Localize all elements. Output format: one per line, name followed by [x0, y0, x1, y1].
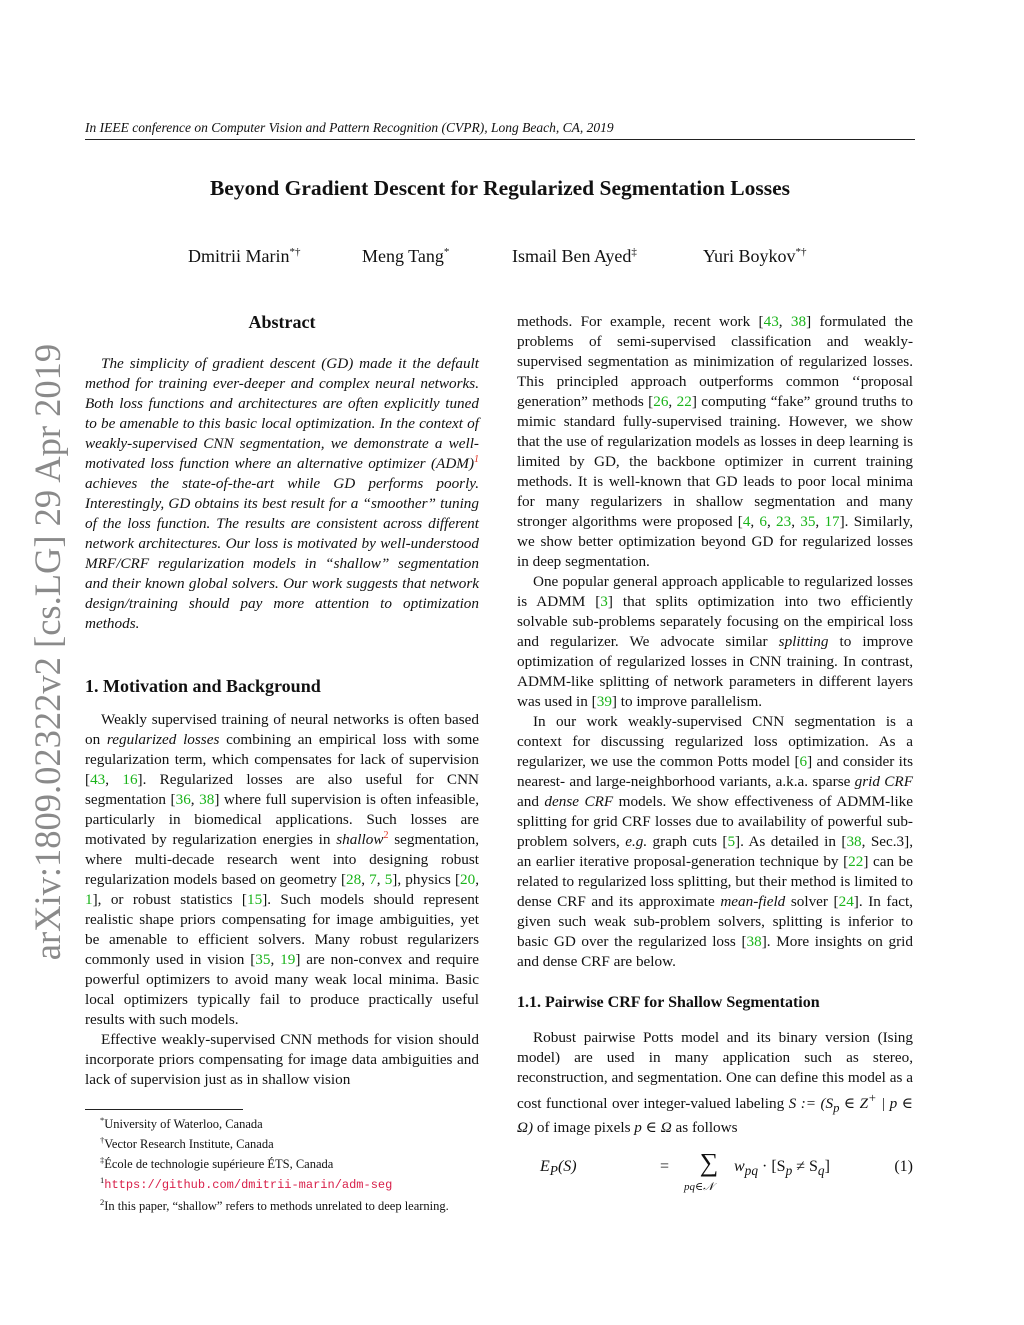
citation[interactable]: 35 — [800, 513, 816, 530]
equation-number: (1) — [894, 1158, 913, 1175]
abstract-heading: Abstract — [248, 312, 316, 332]
section-1-paragraph-2: Effective weakly-supervised CNN methods for vision should incorporate priors compensating for image data ambiguities and lack of supervision just as in shallow vision — [85, 1031, 479, 1088]
citation[interactable]: 38 — [199, 791, 215, 808]
author-2: Meng Tang* — [362, 246, 450, 266]
citation[interactable]: 38 — [846, 833, 862, 850]
citation[interactable]: 6 — [799, 753, 808, 770]
citation[interactable]: 22 — [676, 393, 692, 410]
citation[interactable]: 43 — [90, 771, 106, 788]
footnote-code-link: $^1$https://github.com/dmitrii-marin/adm-seg — [100, 1175, 393, 1193]
citation[interactable]: 36 — [175, 791, 191, 808]
labeling-definition: S := ($S_p$ ∈ Z+ | p ∈ Ω) — [517, 1091, 913, 1137]
left-column — [85, 310, 479, 1090]
equation-sum: ∑ pq∈𝒩 — [684, 1148, 719, 1193]
citation[interactable]: 5 — [727, 833, 736, 850]
citation[interactable]: 4 — [742, 513, 751, 530]
citation[interactable]: 19 — [280, 951, 296, 968]
citation[interactable]: 22 — [848, 853, 864, 870]
citation[interactable]: 26 — [653, 393, 669, 410]
right-paragraph-4: Robust pairwise Potts model and its binary version (Ising model) are used in many application such as stereo, reconstruction, and segmentation. One can define this model as a cost functional over integer-valued labeling S := ($S_p$ ∈ Z+ | p ∈ Ω) of image pixels p ∈ Ω as follows — [517, 1029, 913, 1137]
author-4: Yuri Boykov*† — [703, 246, 807, 266]
citation[interactable]: 15 — [247, 891, 263, 908]
equation-lhs: $E_P(S)$ — [540, 1158, 577, 1179]
equation-equals: = — [660, 1158, 670, 1175]
arxiv-stamp: arXiv:1809.02322v2 [cs.LG] 29 Apr 2019 — [27, 343, 68, 961]
equation-rhs: $w_{pq} \cdot [S_p \ne S_q]$ — [734, 1158, 830, 1179]
abstract-body: The simplicity of gradient descent (GD) made it the default method for training ever-deeper and complex neural networks. Both loss functions and architectures are often explicitly tuned to be amenable to this basic local optimization. In the context of weakly-supervised CNN segmentation, we demonstrate a well-motivated loss function where an alternative optimizer (ADM)$^1$ achieves the state-of-the-art while GD performs poorly. Interestingly, GD obtains its best result for a “smoother” tuning of the loss function. The results are consistent across different network architectures. Our loss is motivated by well-understood MRF/CRF regularization models in “shallow” segmentation and their known global solvers. Our work suggests that network design/training should pay more attention to optimization methods. — [85, 355, 479, 632]
citation[interactable]: 6 — [759, 513, 768, 530]
citation[interactable]: 5 — [384, 871, 393, 888]
footnote-shallow: $^2$In this paper, “shallow” refers to methods unrelated to deep learning. — [100, 1196, 449, 1213]
venue-line: In IEEE conference on Computer Vision and Pattern Recognition (CVPR), Long Beach, CA, 2019 — [85, 119, 915, 140]
paper-title: Beyond Gradient Descent for Regularized Segmentation Losses — [209, 176, 791, 200]
footnote-affiliation-2: †Vector Research Institute, Canada — [100, 1135, 274, 1152]
right-column — [517, 312, 913, 1138]
citation[interactable]: 28 — [346, 871, 362, 888]
citation[interactable]: 3 — [600, 593, 608, 610]
subsection-1-1-heading: 1.1. Pairwise CRF for Shallow Segmentation — [517, 994, 820, 1011]
citation[interactable]: 35 — [255, 951, 271, 968]
footnote-rule — [85, 1109, 243, 1110]
right-paragraph-2: One popular general approach applicable to regularized losses is ADMM [3] that splits optimization into two efficiently solvable sub-problems separately focusing on the empirical loss and regularizer. We advocate similar splitting to improve optimization of regularized losses in CNN training. In contrast, ADMM-like splitting of network parameters in different layers was used in [39] to improve parallelism. — [517, 573, 913, 710]
citation[interactable]: 43 — [763, 313, 779, 330]
footnote-affiliation-3: ‡École de technologie supérieure ÉTS, Canada — [100, 1155, 334, 1172]
section-1-heading: 1. Motivation and Background — [85, 676, 321, 696]
footnote-ref-1[interactable]: 1 — [474, 453, 479, 465]
citation[interactable]: 1 — [85, 891, 93, 908]
footnote-ref-2[interactable]: 2 — [383, 829, 389, 841]
citation[interactable]: 38 — [746, 933, 762, 950]
citation[interactable]: 24 — [838, 893, 854, 910]
equation-1 — [540, 1150, 915, 1200]
citation[interactable]: 17 — [824, 513, 840, 530]
citation[interactable]: 20 — [460, 871, 476, 888]
author-3: Ismail Ben Ayed‡ — [512, 246, 637, 266]
citation[interactable]: 7 — [369, 871, 377, 888]
author-1: Dmitrii Marin*† — [188, 246, 301, 266]
code-url-link[interactable]: https://github.com/dmitrii-marin/adm-seg — [104, 1178, 393, 1193]
citation[interactable]: 23 — [776, 513, 792, 530]
right-paragraph-1: methods. For example, recent work [43, 38] formulated the problems of semi-supervised classification and weakly-supervised segmentation as minimization of regularized losses. This principled approach outperforms common ‘‘proposal generation” methods [26, 22] computing “fake” ground truths to mimic standard fully-supervised training. However, we show that the use of regularization models as losses in deep learning is limited by GD, the backbone optimizer in current training methods. It is well-known that GD leads to poor local minima for many regularizers in shallow segmentation and many stronger algorithms were proposed [4, 6, 23, 35, 17]. Similarly, we show better optimization beyond GD for regularized losses in deep segmentation. — [517, 313, 914, 570]
footnote-affiliation-1: *University of Waterloo, Canada — [100, 1115, 263, 1132]
citation[interactable]: 38 — [790, 313, 807, 330]
right-paragraph-3: In our work weakly-supervised CNN segmentation is a context for discussing regularized loss optimization. As a regularizer, we use the common Potts model [6] and consider its nearest- and large-neighborhood variants, a.k.a. sparse grid CRF and dense CRF models. We show effectiveness of ADMM-like splitting for grid CRF losses due to availability of powerful sub-problem solvers, e.g. graph cuts [5]. As detailed in [38, Sec.3], an earlier iterative proposal-generation technique by [22] can be related to regularized loss splitting, but their method is limited to dense CRF and its approximate mean-field solver [24]. In fact, given such weak sub-problem solvers, splitting is inferior to basic GD over the regularized loss [38]. More insights on grid and dense CRF are below. — [517, 713, 914, 970]
section-1-paragraph-1: Weakly supervised training of neural networks is often based on regularized losses combining an empirical loss with some regularization term, which compensates for lack of supervision [43, 16]. Regularized losses are also useful for CNN segmentation [36, 38] where full supervision is often infeasible, particularly in biomedical applications. Such losses are motivated by regularization energies in shallow$^2$ segmentation, where multi-decade research went into designing robust regularization models based on geometry [28, 7, 5], physics [20, 1], or robust statistics [15]. Such models should represent realistic shape priors compensating for image ambiguities, yet be amenable to efficient solvers. Many robust regularizers commonly used in vision [35, 19] are non-convex and require powerful optimizers to avoid many weak local minima. Basic local optimizers typically fail to produce practically useful results with such models. — [85, 711, 480, 1028]
citation[interactable]: 16 — [122, 771, 138, 788]
footnotes — [100, 1112, 500, 1214]
citation[interactable]: 39 — [596, 693, 612, 710]
